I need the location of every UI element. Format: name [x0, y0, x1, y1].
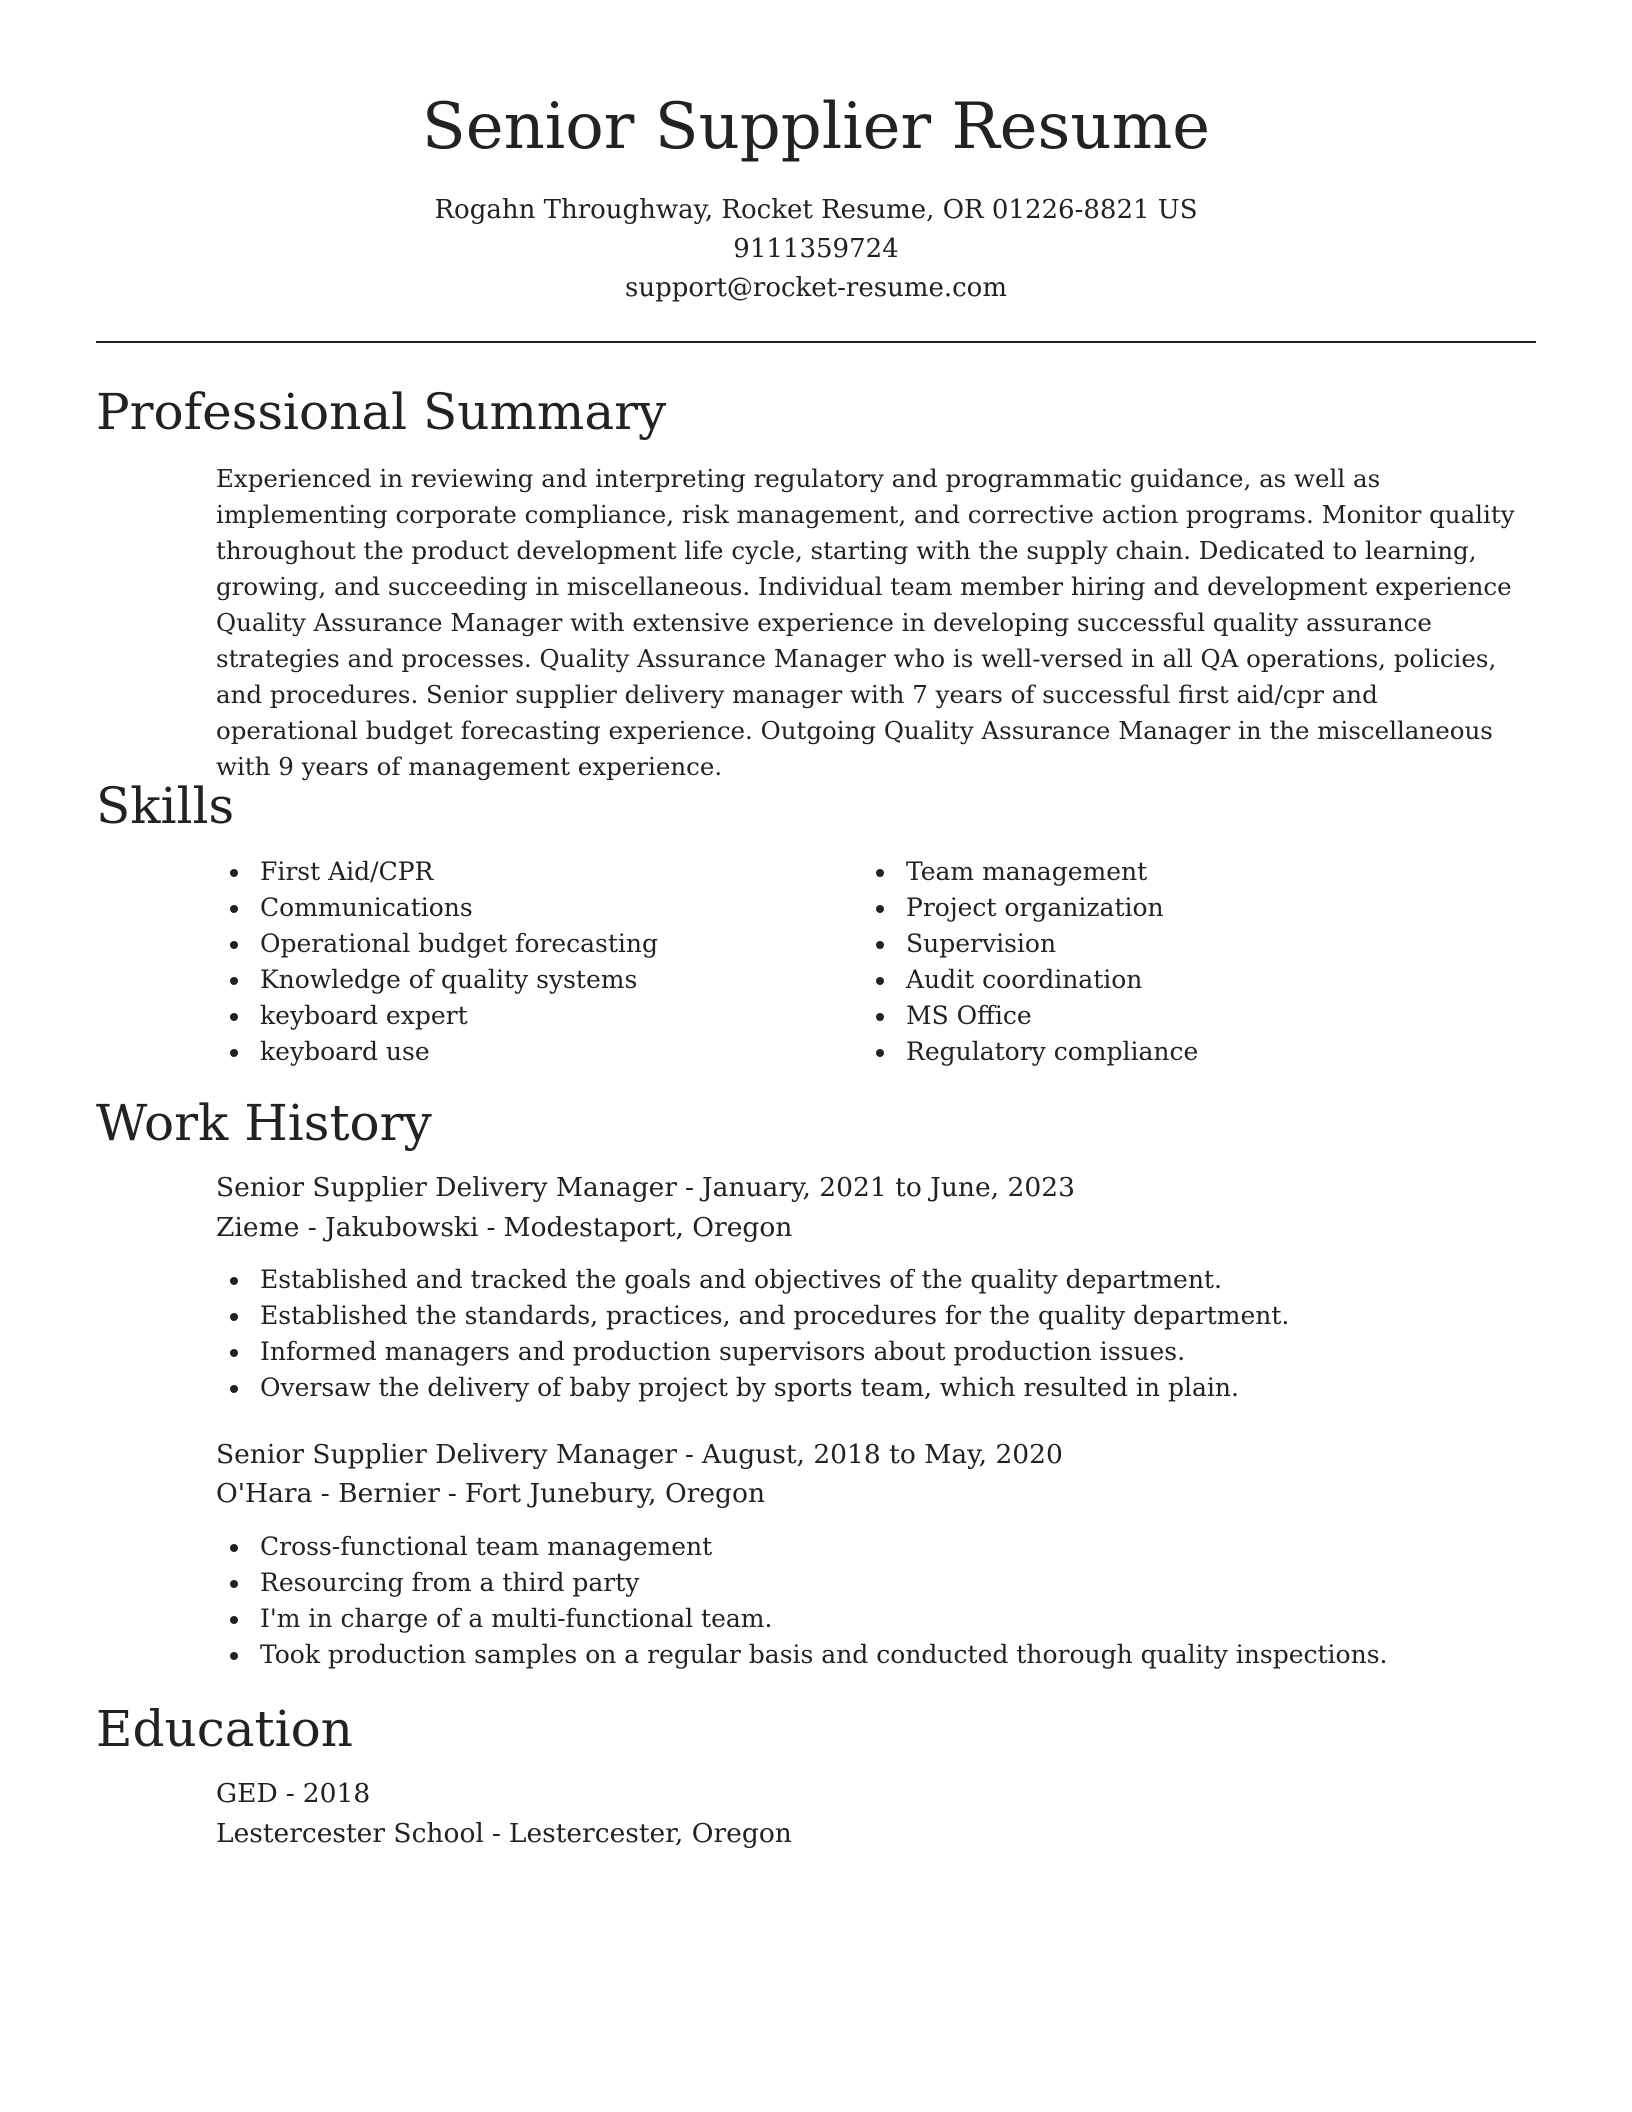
education-degree: GED — [216, 1778, 278, 1809]
separator: - — [447, 1478, 457, 1509]
job-dates: January, 2021 to June, 2023 — [701, 1172, 1075, 1203]
job-title-line — [216, 1435, 1063, 1475]
skill-item: MS Office — [862, 998, 1198, 1034]
job-location: Fort Junebury, Oregon — [464, 1478, 766, 1509]
skill-item: keyboard expert — [216, 998, 658, 1034]
section-heading-education: Education — [96, 1700, 353, 1758]
education-school: Lestercester School — [216, 1818, 484, 1849]
header-divider — [96, 341, 1536, 343]
job-duties-list — [216, 1262, 1289, 1406]
section-heading-skills: Skills — [96, 777, 235, 835]
job-duty: Established and tracked the goals and objectives of the quality department. — [216, 1262, 1289, 1298]
job-duty: Oversaw the delivery of baby project by sports team, which resulted in plain. — [216, 1370, 1289, 1406]
job-company-line — [216, 1208, 792, 1248]
separator: - — [685, 1172, 694, 1203]
job-company: O'Hara - Bernier — [216, 1478, 440, 1509]
job-duty: Cross-functional team management — [216, 1529, 1387, 1565]
job-location: Modestaport, Oregon — [503, 1212, 793, 1243]
contact-email: support@rocket-resume.com — [624, 273, 1007, 303]
education-degree-line — [216, 1774, 370, 1814]
contact-block — [0, 191, 1632, 308]
job-company-line — [216, 1474, 765, 1514]
skill-item: Team management — [862, 854, 1198, 890]
separator: - — [685, 1439, 694, 1470]
skill-item: Regulatory compliance — [862, 1034, 1198, 1070]
summary-text: Experienced in reviewing and interpreting regulatory and programmatic guidance, as well as implementing corporate compliance, risk management, and corrective action programs. Monitor quality throughout the product development life cycle, starting with the supply chain. Dedicated to learning, growing, and succeeding in miscellaneous. Individual team member hiring and development experience Quality Assurance Manager with extensive experience in developing successful quality assurance strategies and processes. Quality Assurance Manager who is well-versed in all QA operations, policies, and procedures. Senior supplier delivery manager with 7 years of successful first aid/cpr and operational budget forecasting experience. Outgoing Quality Assurance Manager in the miscellaneous with 9 years of management experience. — [216, 464, 1515, 781]
job-dates: August, 2018 to May, 2020 — [701, 1439, 1063, 1470]
job-duty: Informed managers and production supervisors about production issues. — [216, 1334, 1289, 1370]
job-duty: Resourcing from a third party — [216, 1565, 1387, 1601]
job-duty: I'm in charge of a multi-functional team. — [216, 1601, 1387, 1637]
separator: - — [486, 1212, 496, 1243]
skill-item: Knowledge of quality systems — [216, 962, 658, 998]
education-school-line — [216, 1814, 792, 1854]
job-duty: Established the standards, practices, and procedures for the quality department. — [216, 1298, 1289, 1334]
education-year: 2018 — [302, 1778, 371, 1809]
skill-item: Project organization — [862, 890, 1198, 926]
job-title-line — [216, 1168, 1075, 1208]
skills-list-right — [862, 854, 1198, 1070]
separator: - — [285, 1778, 295, 1809]
job-title: Senior Supplier Delivery Manager — [216, 1172, 678, 1203]
skill-item: Audit coordination — [862, 962, 1198, 998]
resume-title: Senior Supplier Resume — [421, 90, 1211, 164]
section-heading-work-history: Work History — [96, 1094, 432, 1152]
skill-item: Communications — [216, 890, 658, 926]
skill-item: keyboard use — [216, 1034, 658, 1070]
job-duties-list — [216, 1529, 1387, 1673]
job-duty: Took production samples on a regular basis and conducted thorough quality inspections. — [216, 1637, 1387, 1673]
contact-phone: 9111359724 — [733, 234, 899, 264]
contact-address: Rogahn Throughway, Rocket Resume, OR 01226-8821 US — [434, 195, 1198, 225]
skill-item: First Aid/CPR — [216, 854, 658, 890]
skills-list-left — [216, 854, 658, 1070]
job-company: Zieme - Jakubowski — [216, 1212, 479, 1243]
skill-item: Supervision — [862, 926, 1198, 962]
job-title: Senior Supplier Delivery Manager — [216, 1439, 678, 1470]
section-heading-summary: Professional Summary — [96, 383, 667, 441]
education-location: Lestercester, Oregon — [508, 1818, 792, 1849]
separator: - — [491, 1818, 501, 1849]
skill-item: Operational budget forecasting — [216, 926, 658, 962]
